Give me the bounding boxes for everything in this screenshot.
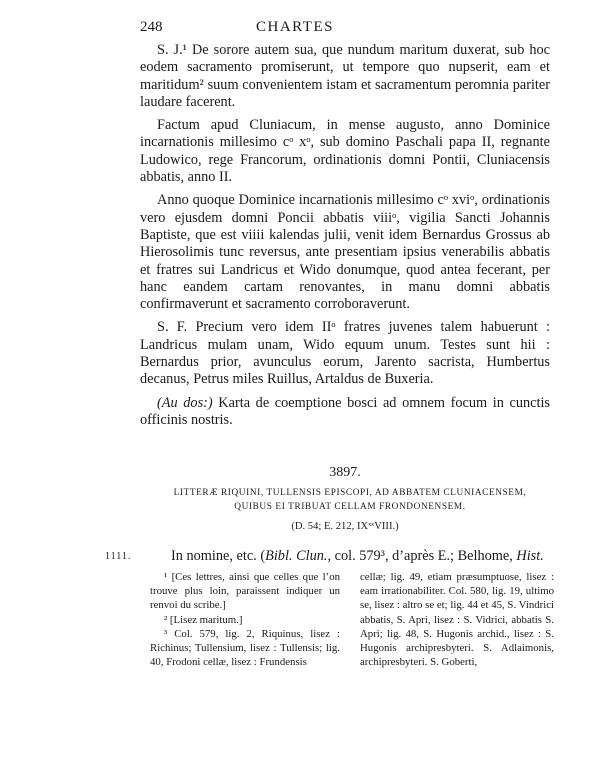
running-title: CHARTES	[256, 19, 334, 35]
charter-reference: (D. 54; E. 212, IXˣˣVIII.)	[291, 521, 399, 532]
running-head	[0, 19, 590, 41]
charter-title	[150, 487, 550, 514]
charter-title-line: LITTERÆ RIQUINI, TULLENSIS EPISCOPI, AD ABBATEM CLUNIACENSEM,	[173, 488, 527, 498]
footnote-continuation: cellæ; lig. 49, etiam præsumptuose, lisez : eam irrationabiliter. Col. 580, lig. 19, ultimo se, lisez : altro se et; lig. 44 et 45, S. Vindrici abbatis, S. Apri, lisez : S. Vidrici, abbatis S. Apri; lig. 48, S. Hugonis archid., lisez : S. Hugonis archipresbyteri. S. Adlaimonis, archipresbyteri. S. Goberti,	[360, 571, 554, 669]
incipit-line: In nomine, etc. (Bibl. Clun., col. 579³, d’après E.; Belhome, Hist.	[171, 548, 544, 564]
endorsement-label: (Au dos:)	[157, 394, 213, 411]
paragraph: Factum apud Cluniacum, in mense augusto, anno Dominice incarnationis millesimo cᵒ xᵒ, sub domino Paschali papa II, regnante Ludowico, rege Francorum, ordinationis domni Pontii, Cluniacensis abbatis, anno II.	[140, 117, 550, 186]
paragraph: Anno quoque Dominice incarnationis millesimo cᵒ xviᵒ, ordinationis vero ejusdem domni Poncii abbatis viiiᵒ, vigilia Sancti Johannis Baptiste, que est viiii kalendas julii, venit idem Bernardus Grossus ab Hierosolimis tunc reversus, ante presentiam ipsius venerabilis abbatis et fratres sui Landricus et Wido donumque, quod antea fecerant, per hanc eandem cartam renovantes, in manu domni abbatis confirmaverunt et sacramento corroboraverunt.	[140, 192, 550, 313]
page-number: 248	[140, 19, 163, 35]
footnote: ² [Lisez maritum.]	[164, 613, 243, 626]
footnotes-left-column	[150, 570, 340, 669]
paragraph: S. F. Precium vero idem IIᵒ fratres juvenes talem habuerunt : Landricus mulam unam, Wido equum unum. Testes sunt hii : Bernardus prior, avunculus eorum, Jarento sacrista, Humbertus decanus, Petrus miles Ruillus, Artaldus de Buxeria.	[140, 319, 550, 388]
footnotes-right-column	[360, 570, 554, 669]
endorsement-paragraph	[140, 395, 550, 430]
incipit-row	[105, 548, 555, 568]
charter-title-line: QUIBUS EI TRIBUAT CELLAM FRONDONENSEM.	[234, 501, 466, 512]
margin-note: 1111.	[105, 551, 132, 562]
paragraph: S. J.¹ De sorore autem sua, que nundum maritum duxerat, sub hoc eodem sacramento promiserunt, ut tempore quo nupserit, eam et maritidum² suum convenientem istam et sacramentum peromnia pariter laudare facerent.	[140, 42, 550, 110]
charter-number: 3897.	[329, 465, 361, 480]
endorsement-text: Karta de coemptione bosci ad omnem focum in cunctis officinis nostris.	[140, 394, 550, 428]
footnote: ¹ [Ces lettres, ainsi que celles que l’on trouve plus loin, paraissent indiquer un renvoi du scribe.]	[150, 571, 340, 612]
main-text	[140, 42, 550, 435]
footnote: ³ Col. 579, lig. 2, Riquinus, lisez : Richinus; Tullensium, lisez : Tullensis; lig. 40, Frodoni cellæ, lisez : Frundensis	[150, 627, 340, 669]
